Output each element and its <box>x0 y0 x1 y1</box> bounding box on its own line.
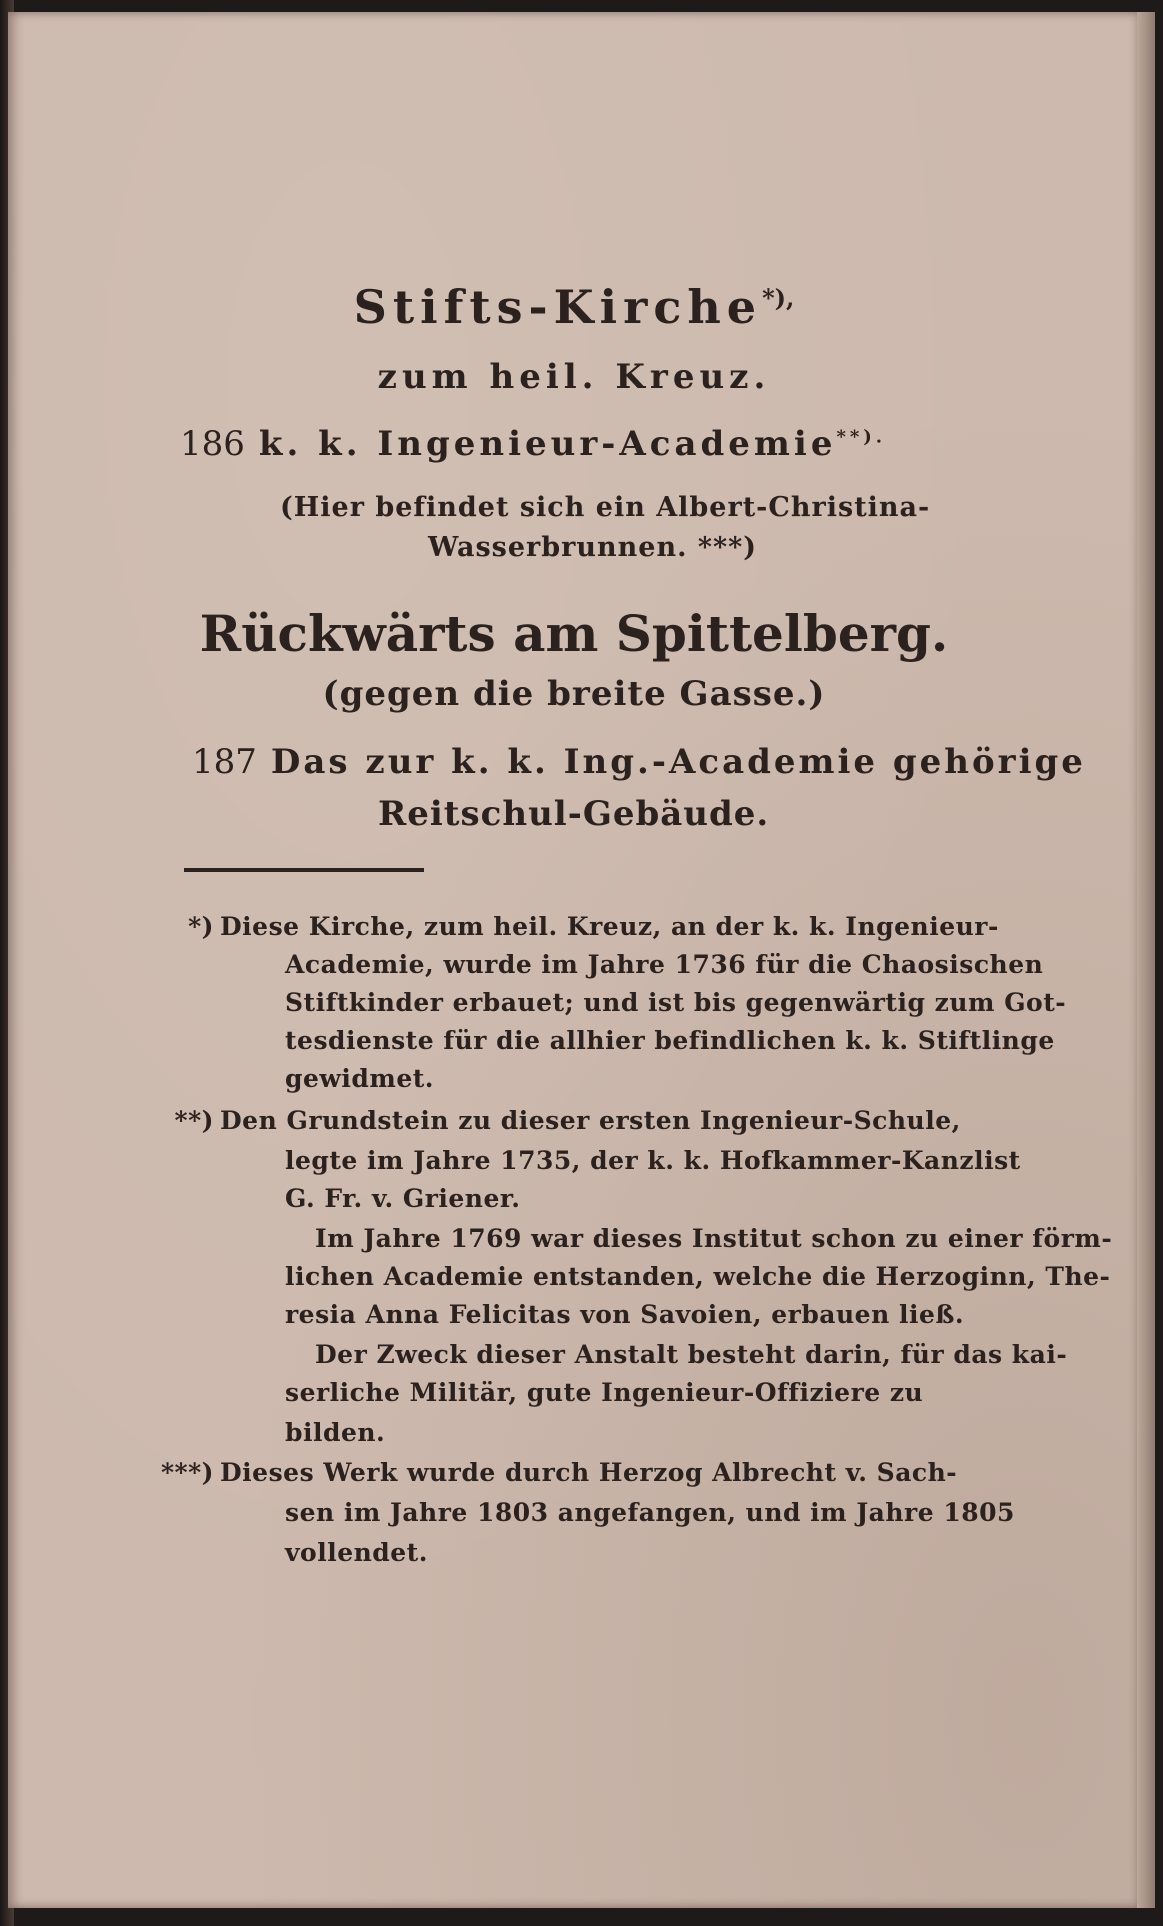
entry-187-continuation: Reitschul-Gebäude. <box>378 794 770 834</box>
footnote-line: legte im Jahre 1735, der k. k. Hofkammer-Kanzlist <box>285 1146 1021 1175</box>
church-heading: Stifts-Kirche*), <box>353 280 795 334</box>
footnote-line: resia Anna Felicitas von Savoien, erbauen ließ. <box>285 1300 965 1329</box>
footnote-line: Stiftkinder erbauet; und ist bis gegenwärtig zum Got- <box>285 988 1067 1017</box>
entry-number: 186 <box>180 424 245 464</box>
cross-subheading: zum heil. Kreuz. <box>377 357 771 397</box>
footnote-divider <box>184 868 424 872</box>
footnote-marker: *) <box>188 912 214 941</box>
footnote-line: ***) Dieses Werk wurde durch Herzog Albrecht v. Sach- <box>144 1458 957 1487</box>
footnote-line: lichen Academie entstanden, welche die Herzoginn, The- <box>285 1262 1111 1291</box>
footnote-line: Im Jahre 1769 war dieses Institut schon zu einer förm- <box>315 1224 1113 1253</box>
footnote-line: Der Zweck dieser Anstalt besteht darin, für das kai- <box>315 1340 1068 1369</box>
footnote-line: gewidmet. <box>285 1064 434 1093</box>
entry-186-note-line: (Hier befindet sich ein Albert-Christina- <box>280 492 931 523</box>
gasse-subheading: (gegen die breite Gasse.) <box>322 674 826 714</box>
footnote-line: sen im Jahre 1803 angefangen, und im Jahre 1805 <box>285 1498 1015 1527</box>
paper-page <box>8 12 1140 1908</box>
footnote-marker: ***) <box>160 1458 214 1487</box>
entry-186: 186 k. k. Ingenieur-Academie**). <box>180 424 887 464</box>
footnote-line: vollendet. <box>285 1538 428 1567</box>
entry-186-note-line: Wasserbrunnen. ***) <box>428 532 758 563</box>
footnote-line: bilden. <box>285 1418 386 1447</box>
footnote-line: serliche Militär, gute Ingenieur-Offiziere zu <box>285 1378 924 1407</box>
footnote-line: tesdienste für die allhier befindlichen k. k. Stiftlinge <box>285 1026 1055 1055</box>
footnote-marker: **) <box>174 1106 214 1135</box>
page-edge <box>1137 12 1155 1908</box>
entry-187: 187 Das zur k. k. Ing.-Academie gehörige <box>192 742 1086 782</box>
entry-number: 187 <box>192 742 257 782</box>
footnote-line: Academie, wurde im Jahre 1736 für die Chaosischen <box>285 950 1044 979</box>
footnote-line: *) Diese Kirche, zum heil. Kreuz, an der k. k. Ingenieur- <box>144 912 999 941</box>
footnote-line: G. Fr. v. Griener. <box>285 1184 521 1213</box>
spittelberg-heading: Rückwärts am Spittelberg. <box>199 604 949 663</box>
footnote-line: **) Den Grundstein zu dieser ersten Ingenieur-Schule, <box>144 1106 961 1135</box>
